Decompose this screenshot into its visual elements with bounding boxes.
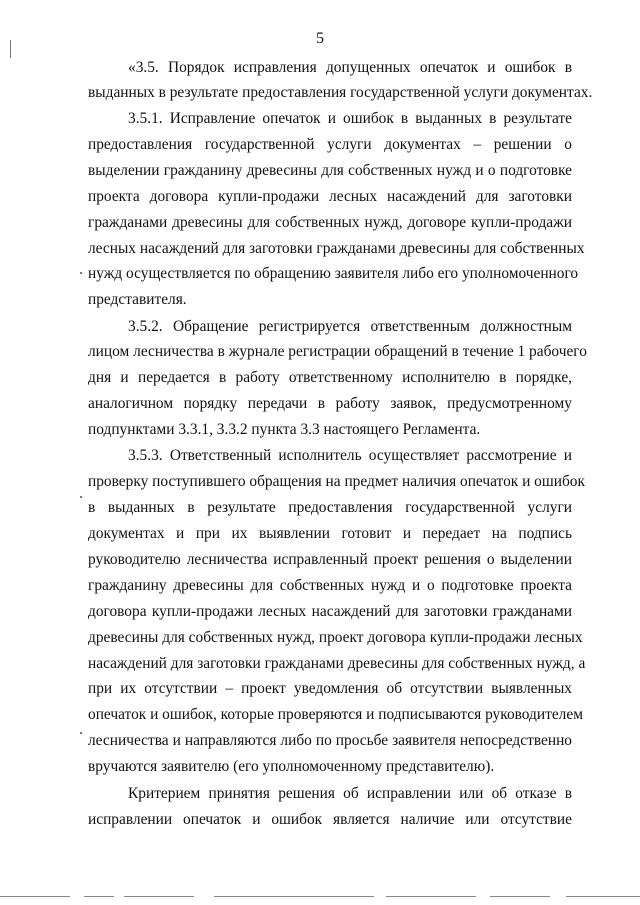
text-line: гражданину древесины для собственных нужд и о подготовке проекта <box>88 577 572 594</box>
text-line: 3.5.3. Ответственный исполнитель осуществляет рассмотрение и <box>128 447 572 464</box>
text-line: выданных в результате предоставления государственной услуги документах. <box>88 84 593 101</box>
text-line: предоставления государственной услуги документах – решении о <box>88 136 572 153</box>
text-line: «3.5. Порядок исправления допущенных опечаток и ошибок в <box>128 59 572 76</box>
text-line: 3.5.1. Исправление опечаток и ошибок в выданных в результате <box>128 110 572 127</box>
scan-mark-left <box>10 40 11 58</box>
scan-mark-dot <box>80 732 82 734</box>
text-line: договора купли-продажи лесных насаждений для заготовки гражданами <box>88 603 572 620</box>
text-line: подпунктами 3.3.1, 3.3.2 пункта 3.3 настоящего Регламента. <box>88 421 481 438</box>
text-line: при их отсутствии – проект уведомления об отсутствии выявленных <box>88 680 572 697</box>
text-line: Критерием принятия решения об исправлении или об отказе в <box>128 785 572 802</box>
text-line: проекта договора купли-продажи лесных насаждений для заготовки <box>88 188 572 205</box>
text-line: лесных насаждений для заготовки гражданами древесины для собственных <box>88 240 585 257</box>
page-number: 5 <box>316 30 324 47</box>
text-line: опечаток и ошибок, которые проверяются и подписываются руководителем <box>88 706 583 723</box>
text-line: древесины для собственных нужд, проект договора купли-продажи лесных <box>88 629 583 646</box>
text-line: лицом лесничества в журнале регистрации обращений в течение 1 рабочего <box>88 343 587 360</box>
text-line: представителя. <box>88 291 187 308</box>
text-line: 3.5.2. Обращение регистрируется ответственным должностным <box>128 318 572 335</box>
text-line: документах и при их выявлении готовит и передает на подпись <box>88 525 572 542</box>
text-line: лесничества и направляются либо по просьбе заявителя непосредственно <box>88 732 572 749</box>
scan-mark-dot <box>80 272 82 274</box>
text-line: в выданных в результате предоставления государственной услуги <box>88 499 572 516</box>
text-line: выделении гражданину древесины для собственных нужд и о подготовке <box>88 162 572 179</box>
text-line: нужд осуществляется по обращению заявителя либо его уполномоченного <box>88 265 579 282</box>
text-line: руководителю лесничества исправленный проект решения о выделении <box>88 551 572 568</box>
text-line: проверку поступившего обращения на предмет наличия опечаток и ошибок <box>88 473 585 490</box>
text-line: исправлении опечаток и ошибок является наличие или отсутствие <box>88 811 572 828</box>
text-line: вручаются заявителю (его уполномоченному представителю). <box>88 758 495 775</box>
text-line: насаждений для заготовки гражданами древесины для собственных нужд, а <box>88 655 586 672</box>
text-line: гражданами древесины для собственных нужд, договоре купли-продажи <box>88 214 572 231</box>
text-line: аналогичном порядку передачи в работу заявок, предусмотренному <box>88 395 572 412</box>
scan-mark-dot <box>80 496 82 498</box>
scan-edge-bottom <box>0 896 640 899</box>
text-line: дня и передается в работу ответственному исполнителю в порядке, <box>88 369 572 386</box>
